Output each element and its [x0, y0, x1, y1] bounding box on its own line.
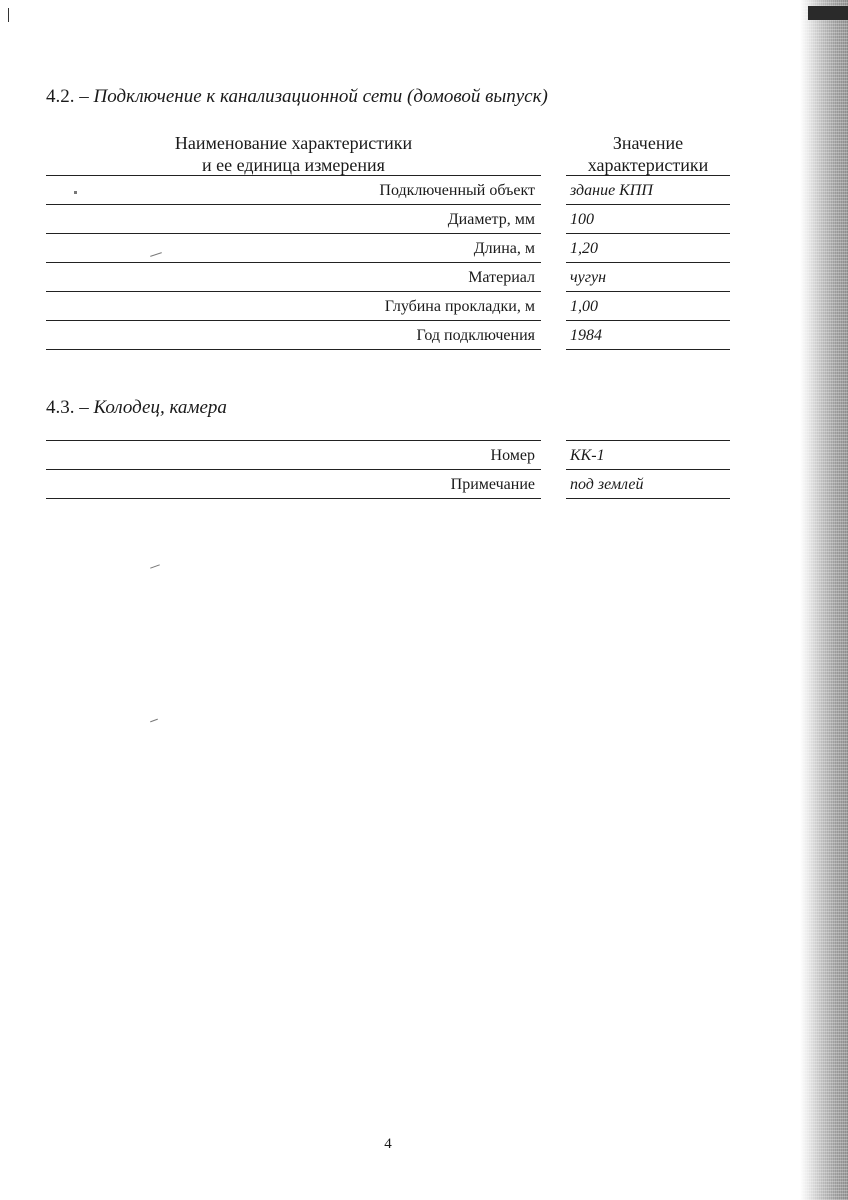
header-divider-name — [46, 175, 541, 176]
column-header-name-line1: Наименование характеристики — [174, 133, 413, 153]
page-number: 4 — [384, 1136, 392, 1152]
column-header-value — [566, 132, 730, 176]
section-4-2-number: 4.2. – — [46, 86, 94, 107]
scan-edge-shadow — [800, 0, 848, 1200]
table-row — [46, 471, 730, 500]
section-4-3-number: 4.3. – — [46, 397, 94, 418]
scan-speck — [150, 719, 158, 723]
row-name: Диаметр, мм — [46, 206, 541, 234]
row-value: 1,00 — [566, 293, 730, 321]
section-4-3-top-line-name — [46, 440, 541, 441]
section-4-3-title: Колодец, камера — [93, 397, 227, 418]
table-row — [46, 322, 730, 351]
table-row — [46, 264, 730, 293]
column-header-name — [46, 132, 541, 176]
table-row — [46, 293, 730, 322]
row-name: Материал — [46, 264, 541, 292]
column-header-name-line2: и ее единица измерения — [202, 155, 385, 175]
scan-tick-mark — [8, 8, 9, 22]
table-row — [46, 235, 730, 264]
column-header-value-line1: Значение — [612, 133, 684, 153]
row-value: под землей — [566, 471, 730, 499]
row-name: Подключенный объект — [46, 177, 541, 205]
row-value: КК-1 — [566, 442, 730, 470]
row-value: чугун — [566, 264, 730, 292]
table-row — [46, 442, 730, 471]
row-name: Номер — [46, 442, 541, 470]
header-divider-value — [566, 175, 730, 176]
scan-speck — [150, 564, 160, 568]
section-4-2-heading — [46, 86, 548, 108]
row-value: 100 — [566, 206, 730, 234]
section-4-3-top-line-value — [566, 440, 730, 441]
row-value: 1984 — [566, 322, 730, 350]
column-header-value-line2: характеристики — [587, 155, 709, 175]
table-row — [46, 177, 730, 206]
scan-edge-dark-corner — [808, 6, 848, 20]
section-4-3-heading — [46, 397, 227, 419]
table-row — [46, 206, 730, 235]
row-name: Год подключения — [46, 322, 541, 350]
row-name: Длина, м — [46, 235, 541, 263]
row-value: здание КПП — [566, 177, 730, 205]
row-value: 1,20 — [566, 235, 730, 263]
section-4-2-title: Подключение к канализационной сети (домовой выпуск) — [93, 86, 548, 107]
row-name: Глубина прокладки, м — [46, 293, 541, 321]
row-name: Примечание — [46, 471, 541, 499]
